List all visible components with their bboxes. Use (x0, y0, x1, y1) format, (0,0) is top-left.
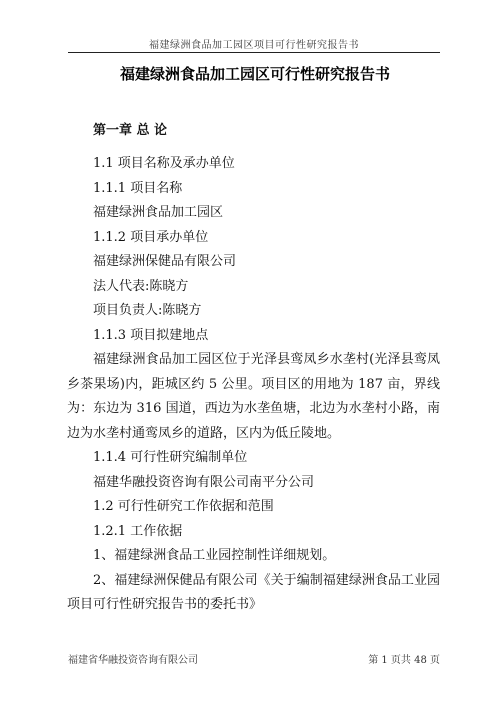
section-1-1-1-heading: 1.1.1 项目名称 (93, 180, 183, 196)
section-1-1-2-heading: 1.1.2 项目承办单位 (93, 229, 209, 245)
section-1-2-heading: 1.2 可行性研究工作依据和范围 (93, 499, 274, 514)
basis-item-2: 2、福建绿洲保健品有限公司《关于编制福建绿洲食品工业园项目可行性研究报告书的委托书》 (67, 572, 440, 612)
company-name-text: 福建绿洲保健品有限公司 (93, 254, 237, 269)
header-rule (68, 52, 440, 53)
running-header: 福建绿洲食品加工园区项目可行性研究报告书 (149, 40, 359, 51)
document-body (67, 118, 440, 618)
chapter-heading: 第一章 总 论 (93, 123, 168, 138)
project-lead-text: 项目负责人:陈晓方 (93, 303, 202, 318)
footer-page-number: 第 1 页共 48 页 (368, 655, 440, 666)
section-1-1-heading: 1.1 项目名称及承办单位 (93, 156, 235, 171)
section-1-1-3-heading: 1.1.3 项目拟建地点 (93, 327, 209, 343)
project-name-text: 福建绿洲食品加工园区 (93, 205, 224, 220)
footer-organization: 福建省华融投资咨询有限公司 (68, 655, 198, 666)
basis-item-1: 1、福建绿洲食品工业园控制性详细规划。 (93, 548, 336, 563)
location-paragraph: 福建绿洲食品加工园区位于光泽县鸾凤乡水垄村(光泽县鸾凤乡茶果场)内，距城区约 5 公里。项目区的用地为 187 亩，界线为：东边为 316 国道，西边为水垄鱼塘，北边为水垄村小路，南边为水垄村通鸾凤乡的道路，区内为低丘陵地。 (67, 352, 440, 441)
section-1-2-1-heading: 1.2.1 工作依据 (93, 523, 183, 539)
document-title: 福建绿洲食品加工园区可行性研究报告书 (119, 65, 390, 83)
legal-representative-text: 法人代表:陈晓方 (93, 278, 189, 294)
section-1-1-4-heading: 1.1.4 可行性研究编制单位 (93, 450, 248, 465)
running-footer (68, 651, 440, 666)
compiler-text: 福建华融投资咨询有限公司南平分公司 (93, 474, 315, 490)
